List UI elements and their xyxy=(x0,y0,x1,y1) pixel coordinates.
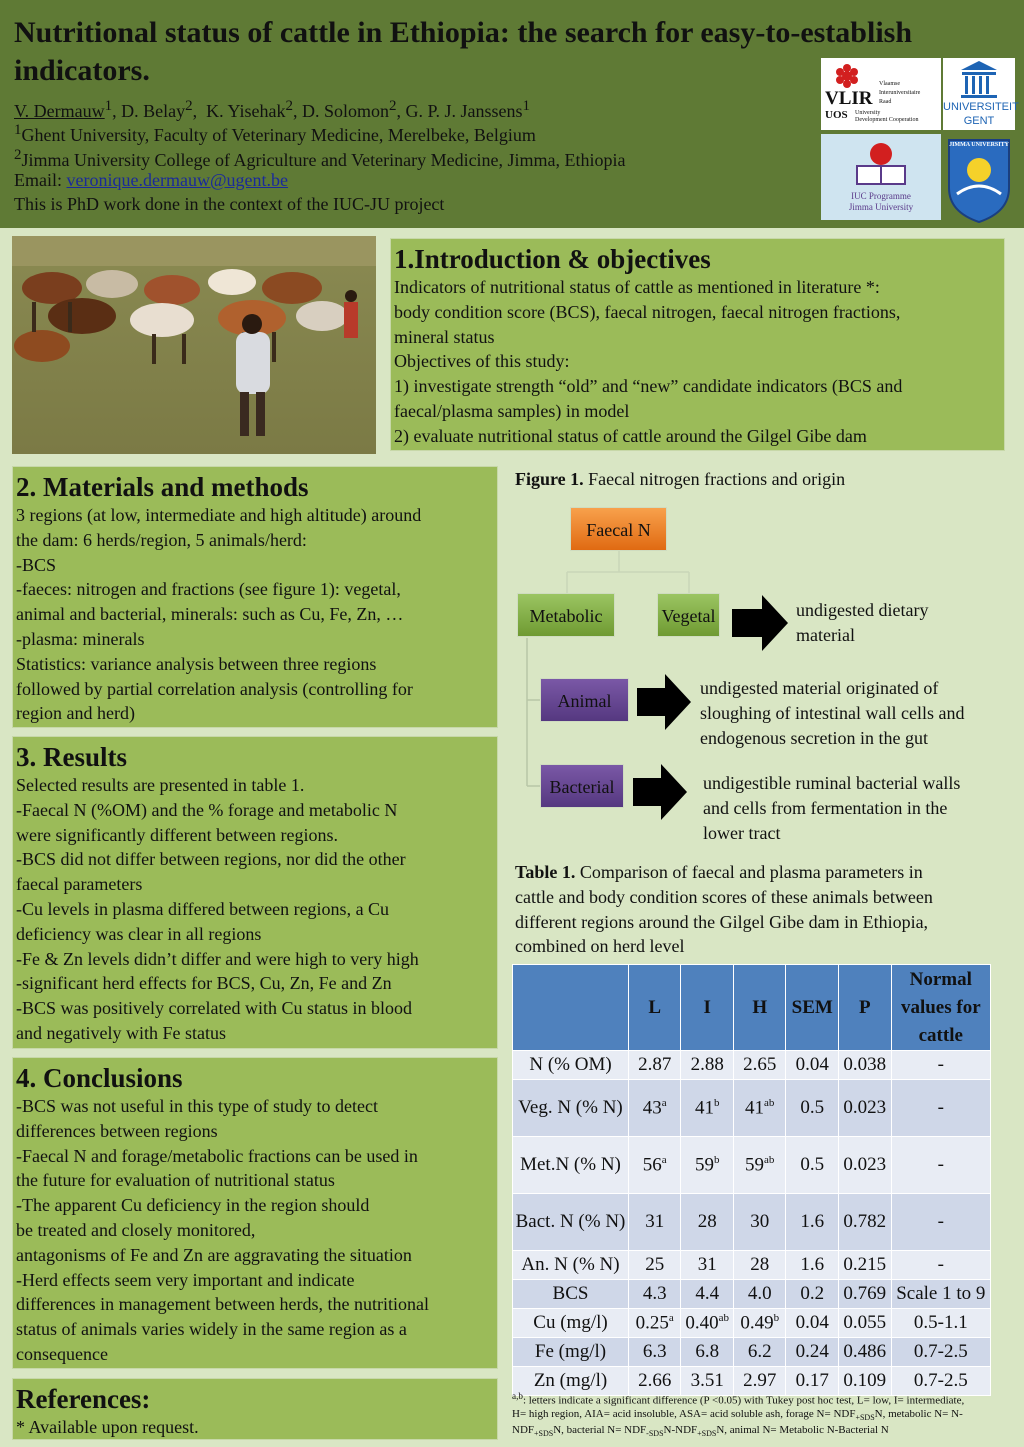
bacterial-node: Bacterial xyxy=(540,764,624,808)
table-cell: 56$^a$ xyxy=(629,1137,681,1194)
affiliation-2: $^2$Jimma University College of Agriculture and Veterinary Medicine, Jimma, Ethiopia xyxy=(14,147,626,170)
conclusions-heading: 4. Conclusions xyxy=(16,1063,183,1093)
table-cell: $59^{ab}$ xyxy=(734,1137,786,1194)
table-cell: 4.4 xyxy=(681,1280,734,1309)
table-row xyxy=(513,1080,991,1137)
arrow-right-icon xyxy=(633,764,687,820)
table-cell: 28 xyxy=(681,1194,734,1251)
jimma-university-logo: JIMMA UNIVERSITY xyxy=(943,134,1015,224)
table-row xyxy=(513,1251,991,1280)
table-cell-sem: 0.04 xyxy=(786,1309,839,1338)
table-cell: 59$^b$ xyxy=(681,1137,734,1194)
introduction-line: 1) investigate strength “old” and “new” candidate indicators (BCS and xyxy=(394,376,903,397)
table-row xyxy=(513,1280,991,1309)
table-cell-normal: 0.5-1.1 xyxy=(891,1309,990,1338)
figure1-caption: Figure 1. Faecal nitrogen fractions and origin xyxy=(515,469,846,489)
results-line: -BCS was positively correlated with Cu status in blood xyxy=(16,998,412,1019)
conclusions-line: -BCS was not useful in this type of study to detect xyxy=(16,1096,378,1116)
table-cell-sem: 0.04 xyxy=(786,1051,839,1080)
results-line: -significant herd effects for BCS, Cu, Zn, Fe and Zn xyxy=(16,973,392,994)
references-panel xyxy=(12,1378,498,1440)
table-cell: 2.88 xyxy=(681,1051,734,1080)
metabolic-node: Metabolic xyxy=(517,593,615,637)
table-cell-sem: 1.6 xyxy=(786,1194,839,1251)
results-line: -Cu levels in plasma differed between regions, a Cu xyxy=(16,898,390,919)
methods-line: Statistics: variance analysis between three regions xyxy=(16,653,377,674)
table-row-label: BCS xyxy=(513,1280,629,1309)
table-cell: 2.66 xyxy=(629,1367,681,1396)
methods-line: followed by partial correlation analysis (controlling for xyxy=(16,678,413,699)
ugent-logo: UNIVERSITEIT GENT xyxy=(943,58,1015,130)
results-line: -Fe & Zn levels didn’t differ and were high to very high xyxy=(16,948,419,969)
table-cell: 2.97 xyxy=(734,1367,786,1396)
table-row-label: N (% OM) xyxy=(513,1051,629,1080)
table-cell: 31 xyxy=(629,1194,681,1251)
methods-line: the dam: 6 herds/region, 5 animals/herd: xyxy=(16,529,307,550)
table-cell: 6.8 xyxy=(681,1338,734,1367)
table-row-label: Veg. N (% N) xyxy=(513,1080,629,1137)
table-cell: 31 xyxy=(681,1251,734,1280)
table-cell: 30 xyxy=(734,1194,786,1251)
poster-title: Nutritional status of cattle in Ethiopia: the search for easy-to-establish indicators. xyxy=(14,16,913,87)
table-cell: 41$^b$ xyxy=(681,1080,734,1137)
conclusions-panel xyxy=(12,1057,498,1369)
table-cell: 4.0 xyxy=(734,1280,786,1309)
table-cell-p: 0.215 xyxy=(838,1251,891,1280)
author-line: V. Dermauw$^1$, D. Belay$^2$, K. Yisehak$^2$, D. Solomon$^2$, G. P. J. Janssens$^1$ xyxy=(14,98,531,121)
table-cell-normal: - xyxy=(891,1051,990,1080)
conclusions-line: be treated and closely monitored, xyxy=(16,1219,256,1240)
results-line: faecal parameters xyxy=(16,874,143,895)
table-cell-p: 0.769 xyxy=(838,1280,891,1309)
table-cell: 0.40$^{ab}$ xyxy=(681,1309,734,1338)
results-line: -Faecal N (%OM) and the % forage and metabolic N xyxy=(16,799,398,820)
table-cell-p: 0.109 xyxy=(838,1367,891,1396)
email-link[interactable]: veronique.dermauw@ugent.be xyxy=(66,170,289,190)
table-cell-sem: 0.2 xyxy=(786,1280,839,1309)
animal-node: Animal xyxy=(540,678,629,722)
introduction-line: mineral status xyxy=(394,326,495,347)
results-heading: 3. Results xyxy=(16,742,128,772)
table-cell: 0.25$^a$ xyxy=(629,1309,681,1338)
table-row-label: An. N (% N) xyxy=(513,1251,629,1280)
results-line: and negatively with Fe status xyxy=(16,1022,226,1043)
arrow-right-icon xyxy=(637,674,691,730)
methods-line: 3 regions (at low, intermediate and high altitude) around xyxy=(16,505,422,525)
conclusions-line: differences in management between herds, the nutritional xyxy=(16,1294,430,1315)
table-row xyxy=(513,1309,991,1338)
cattle-photo xyxy=(12,236,376,454)
introduction-line: body condition score (BCS), faecal nitrogen, faecal nitrogen fractions, xyxy=(394,301,901,322)
table-cell: 4.3 xyxy=(629,1280,681,1309)
faecal-n-node: Faecal N xyxy=(570,507,667,551)
table-cell-sem: 1.6 xyxy=(786,1251,839,1280)
conclusions-line: the future for evaluation of nutritional status xyxy=(16,1170,335,1191)
table-row xyxy=(513,1051,991,1080)
results-line: Selected results are presented in table 1. xyxy=(16,775,305,795)
table-cell-p: 0.486 xyxy=(838,1338,891,1367)
table-cell: 6.2 xyxy=(734,1338,786,1367)
table-row xyxy=(513,1137,991,1194)
table-cell: 25 xyxy=(629,1251,681,1280)
table-cell-normal: - xyxy=(891,1080,990,1137)
email-line: Email: veronique.dermauw@ugent.be xyxy=(14,170,289,190)
table-cell-p: 0.038 xyxy=(838,1051,891,1080)
author-link[interactable]: V. Dermauw xyxy=(14,101,105,121)
results-line: -BCS did not differ between regions, nor did the other xyxy=(16,849,406,870)
table-cell-sem: 0.17 xyxy=(786,1367,839,1396)
introduction-line: Objectives of this study: xyxy=(394,351,570,372)
references-text: * Available upon request. xyxy=(16,1417,199,1437)
conclusions-line: differences between regions xyxy=(16,1120,218,1141)
table-cell-normal: Scale 1 to 9 xyxy=(891,1280,990,1309)
results-line: were significantly different between regions. xyxy=(16,824,339,845)
table-row xyxy=(513,1194,991,1251)
table-row-label: Fe (mg/l) xyxy=(513,1338,629,1367)
methods-line: -BCS xyxy=(16,554,57,575)
introduction-panel xyxy=(390,238,1005,451)
introduction-line: 2) evaluate nutritional status of cattle around the Gilgel Gibe dam xyxy=(394,425,867,446)
conclusions-line: -The apparent Cu deficiency in the region should xyxy=(16,1195,370,1216)
table-cell-p: 0.055 xyxy=(838,1309,891,1338)
table-cell-sem: 0.5 xyxy=(786,1137,839,1194)
results-line: deficiency was clear in all regions xyxy=(16,923,262,944)
cattle-herd-image xyxy=(12,236,376,454)
table-cell: 0.49$^b$ xyxy=(734,1309,786,1338)
table-cell-normal: - xyxy=(891,1137,990,1194)
methods-line: region and herd) xyxy=(16,703,135,724)
project-note: This is PhD work done in the context of the IUC-JU project xyxy=(14,194,445,214)
table-cell: 28 xyxy=(734,1251,786,1280)
vegetal-description: undigested dietary material xyxy=(796,600,929,645)
results-panel xyxy=(12,736,498,1049)
table-cell-p: 0.782 xyxy=(838,1194,891,1251)
table-cell: 43$^a$ xyxy=(629,1080,681,1137)
table-row xyxy=(513,1338,991,1367)
introduction-heading: 1.Introduction & objectives xyxy=(394,244,711,274)
methods-line: -faeces: nitrogen and fractions (see figure 1): vegetal, xyxy=(16,579,401,600)
table1-caption: Table 1. Comparison of faecal and plasma parameters in cattle and body condition scores of these animals between different regions around the Gilgel Gibe dam in Ethiopia, combined on herd level xyxy=(515,862,933,957)
table-cell: 2.87 xyxy=(629,1051,681,1080)
conclusions-line: antagonisms of Fe and Zn are aggravating the situation xyxy=(16,1244,412,1265)
introduction-line: Indicators of nutritional status of cattle as mentioned in literature *: xyxy=(394,277,880,297)
animal-description: undigested material originated of sloughing of intestinal wall cells and endogenous secretion in the gut xyxy=(700,678,965,748)
table-row-label: Met.N (% N) xyxy=(513,1137,629,1194)
table-cell-p: 0.023 xyxy=(838,1080,891,1137)
conclusions-line: status of animals varies widely in the same region as a xyxy=(16,1319,407,1340)
conclusions-line: consequence xyxy=(16,1343,108,1364)
methods-heading: 2. Materials and methods xyxy=(16,472,309,502)
table-cell-sem: 0.24 xyxy=(786,1338,839,1367)
arrow-right-icon xyxy=(732,595,788,651)
results-table xyxy=(512,964,991,1396)
methods-line: animal and bacterial, minerals: such as Cu, Fe, Zn, … xyxy=(16,604,404,625)
table-cell: 2.65 xyxy=(734,1051,786,1080)
iuc-emblem-icon xyxy=(821,134,941,192)
vlir-uos-logo: VLIR UOS Vlaamse Interuniversitaire Raad University Development Cooperation xyxy=(821,58,941,130)
methods-panel xyxy=(12,466,498,728)
conclusions-line: -Herd effects seem very important and indicate xyxy=(16,1269,355,1290)
table1-footnote: $^{a,b}$: letters indicate a significant difference (P <0.05) with Tukey post hoc test, L= low, I= intermediate, H= high region, AIA= acid insoluble, ASA= acid soluble ash, forage $N= NDF_{+SDS}N$, metabolic N= N- $NDF_{+SDS}N$, bacterial $N= NDF_{-SDS}N-NDF_{+SDS}N$, animal N= Metabolic N-Bacterial N xyxy=(512,1391,965,1439)
table-cell-normal: 0.7-2.5 xyxy=(891,1367,990,1396)
table-row-label: Bact. N (% N) xyxy=(513,1194,629,1251)
conclusions-line: -Faecal N and forage/metabolic fractions can be used in xyxy=(16,1145,418,1166)
vegetal-node: Vegetal xyxy=(657,593,720,637)
table-header-row: L I H SEM P Normal values for cattle xyxy=(513,965,991,1051)
references-heading: References: xyxy=(16,1384,151,1414)
iuc-programme-logo: IUC Programme Jimma University xyxy=(821,134,941,220)
table-cell: 3.51 xyxy=(681,1367,734,1396)
table-row-label: Cu (mg/l) xyxy=(513,1309,629,1338)
ugent-building-icon xyxy=(943,58,1015,102)
methods-line: -plasma: minerals xyxy=(16,628,145,649)
table-cell-normal: - xyxy=(891,1251,990,1280)
table-cell: $41^{ab}$ xyxy=(734,1080,786,1137)
table-cell-p: 0.023 xyxy=(838,1137,891,1194)
affiliation-1: $^1$Ghent University, Faculty of Veterinary Medicine, Merelbeke, Belgium xyxy=(14,122,536,145)
table-row-label: Zn (mg/l) xyxy=(513,1367,629,1396)
table-cell-sem: 0.5 xyxy=(786,1080,839,1137)
table-cell: 6.3 xyxy=(629,1338,681,1367)
table-cell-normal: 0.7-2.5 xyxy=(891,1338,990,1367)
table-cell-normal: - xyxy=(891,1194,990,1251)
introduction-line: faecal/plasma samples) in model xyxy=(394,400,630,421)
bacterial-description: undigestible ruminal bacterial walls and cells from fermentation in the lower tract xyxy=(703,773,961,843)
